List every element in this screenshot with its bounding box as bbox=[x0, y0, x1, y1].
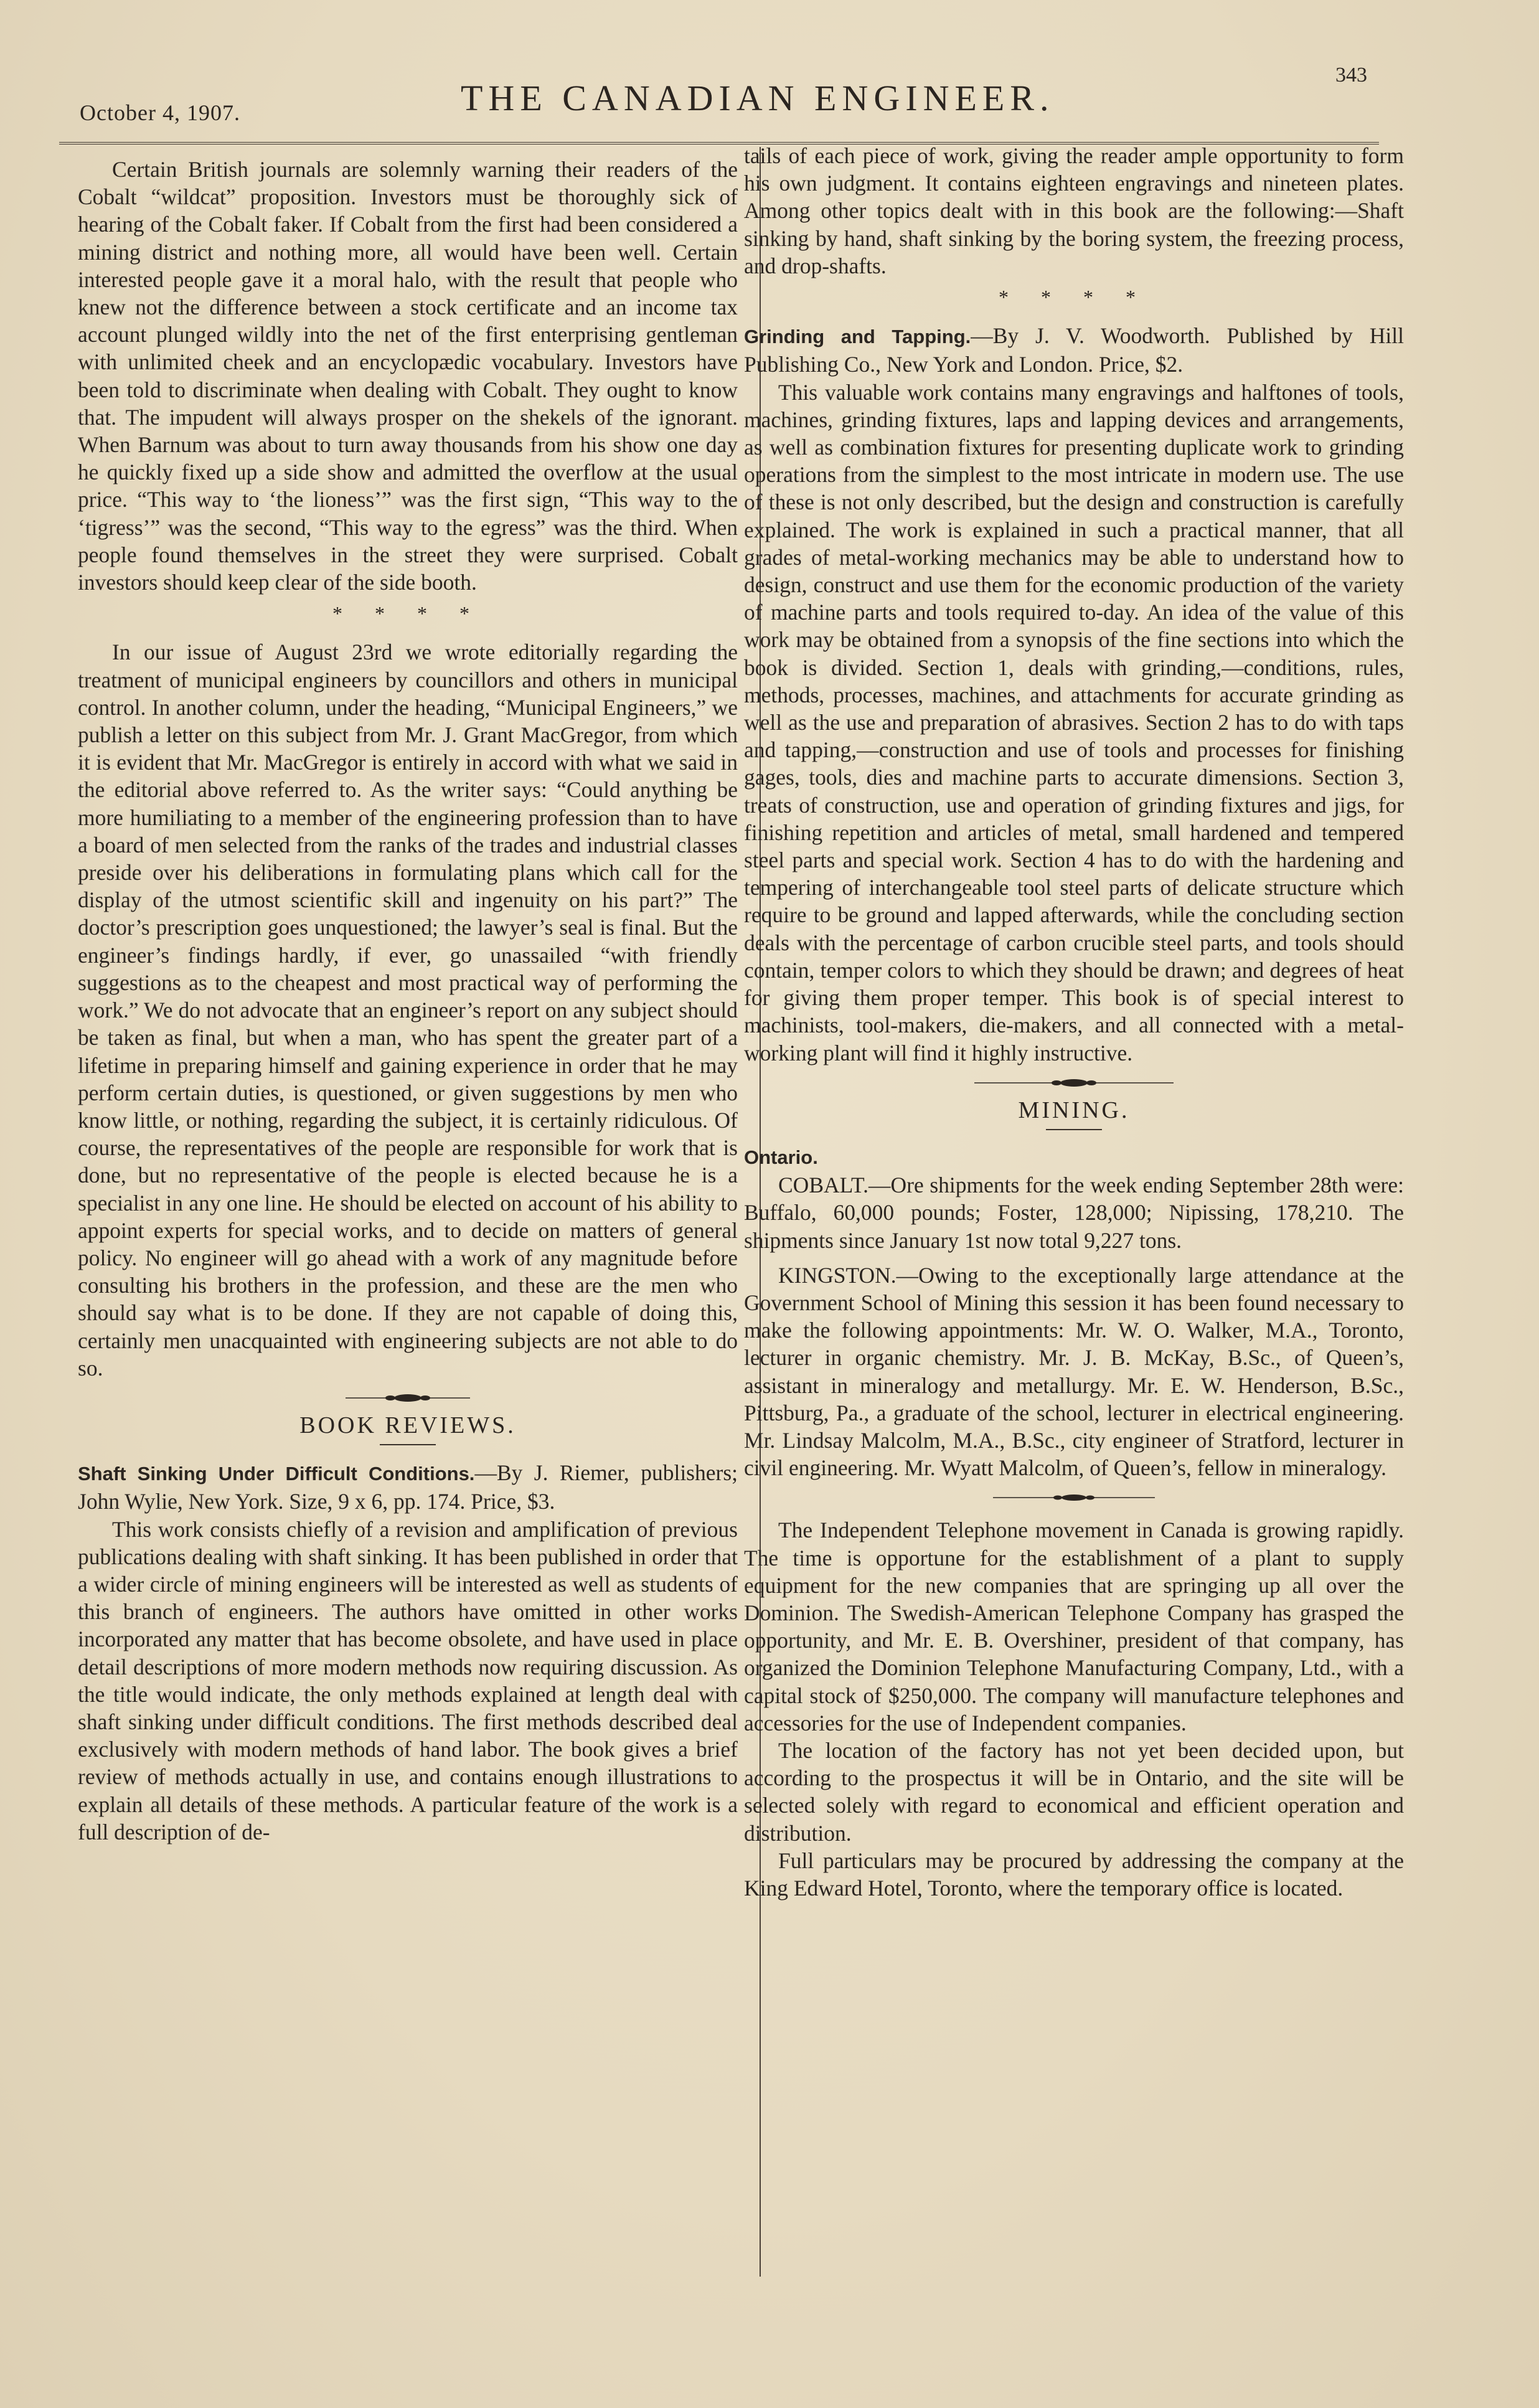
review-grinding-body: This valuable work contains many engravings and halftones of tools, machines, grinding fixtures, laps and lapping devices and arrangements, as well as combination fixtures for presenting duplicate work to grinding operations from the simplest to the most intricate in modern use. The use of these is not only described, but the design and construction is carefully explained. The work is explained in such a practical manner, that all grades of metal-working mechanics may be able to understand how to design, construct and use them for the economic production of the variety of machine parts and tools required to-day. An idea of the value of this work may be obtained from a synopsis of the fine sections into which the book is divided. Section 1, deals with grinding,—conditions, rules, methods, processes, machines, and attachments for accurate grinding as well as the use and preparation of abrasives. Section 2 has to do with taps and tapping,—construction and use of tools and processes for finishing gages, tools, dies and machine parts to accurate dimensions. Section 3, treats of construction, use and operation of grinding fixtures and jigs, for finishing repetition and articles of metal, small hardened and tempered steel parts and special work. Section 4 has to do with the hardening and tempering of interchangeable tool steel parts of delicate structure which require to be ground and lapped afterwards, while the concluding section deals with the percentage of carbon crucible steel parts, and tools should contain, temper colors to which they should be drawn; and degrees of heat for giving them proper temper. This book is of special interest to machinists, tool-makers, die-makers, and all connected with a metal-working plant will find it highly instructive. bbox=[744, 379, 1404, 1065]
ornament-icon bbox=[974, 1078, 1174, 1088]
page-number: 343 bbox=[1335, 64, 1367, 87]
masthead-title: THE CANADIAN ENGINEER. bbox=[461, 78, 1055, 118]
ornament-icon bbox=[346, 1393, 470, 1403]
news-kingston: KINGSTON.—Owing to the exceptionally large attendance at the Government School of Mining this session it has been found necessary to make the following appointments: Mr. W. O. Walker, M.A., Toronto, lecturer in organic chemistry. Mr. J. B. McKay, B.Sc., of Queen’s, assistant in mineralogy and metallurgy. Mr. E. W. Henderson, B.Sc., Pittsburg, Pa., a graduate of the school, lecturer in electrical engineering. Mr. Lindsay Malcolm, M.A., B.Sc., city engineer of Stratford, lecturer in civil engineering. Mr. Wyatt Malcolm, of Queen’s, fellow in mineralogy. bbox=[744, 1262, 1404, 1481]
news-telephone-3: Full particulars may be procured by addressing the company at the King Edward Hotel, Toronto, where the temporary office is located. bbox=[744, 1848, 1404, 1900]
news-cobalt-ore: COBALT.—Ore shipments for the week ending September 28th were: Buffalo, 60,000 pounds; Foster, 128,000; Nipissing, 178,210. The shipments since January 1st now total 9,227 tons. bbox=[744, 1173, 1404, 1253]
heading-rule bbox=[380, 1444, 436, 1445]
book-reviews-heading: BOOK REVIEWS. bbox=[299, 1412, 516, 1438]
editorial-cobalt: Certain British journals are solemnly warning their readers of the Cobalt “wildcat” proposition. Investors must be thoroughly sick of hearing of the Cobalt faker. If Cobalt from the first had been considered a mining district and nothing more, all would have been well. Certain interested people gave it a moral halo, with the result that people who knew not the difference between a stock certificate and an income tax account plunged wildly into the net of the first enterprising gentleman with unlimited cheek and an encyclopædic vocabulary. Investors have been told to discriminate when dealing with Cobalt. They ought to know that. The impudent will always prosper on the shekels of the ignorant. When Barnum was about to turn away thousands from his show one day he quickly fixed up a side show and admitted the overflow at the usual price. “This way to ‘the lioness’” was the first sign, “This way to the ‘tigress’” was the second, “This way to the egress” was the third. When people found themselves in the street they were surprised. Cobalt investors should keep clear of the side booth. bbox=[78, 157, 738, 595]
book-title-grinding: Grinding and Tapping. bbox=[744, 326, 971, 348]
issue-date: October 4, 1907. bbox=[80, 100, 240, 125]
editorial-municipal-engineers: In our issue of August 23rd we wrote editorially regarding the treatment of municipal engineers by councillors and others in municipal control. In another column, under the heading, “Municipal Engineers,” we publish a letter on this subject from Mr. J. Grant MacGregor, from which it is evident that Mr. MacGregor is entirely in accord with what we said in the editorial above referred to. As the writer says: “Could anything be more humiliating to a member of the engineering profession than to have a board of men selected from the ranks of the trades and industrial classes preside over his deliberations in formulating plans which call for the display of the utmost scientific skill and ingenuity on his part?” The doctor’s prescription goes unquestioned; the lawyer’s seal is final. But the engineer’s findings hardly, if ever, go unassailed “with friendly suggestions as to the cheapest and most practical way of performing the work.” We do not advocate that an engineer’s report on any subject should be taken as final, but when a man, who has spent the greater part of a lifetime in preparing himself and gaining experience in order that he may perform certain duties, is questioned, or given suggestions by men who know little, or nothing, regarding the subject, it is certainly ridiculous. Of course, the representatives of the people are responsible for work that is done, but no representative of the people is elected because he is a specialist in any one line. He should be elected on account of his ability to appoint experts for special works, and to decide on matters of general policy. No engineer will go ahead with a work of any magnitude before consulting his brothers in the profession, and these are the men who should say what is to be done. If they are not capable of doing this, certainly men unacquainted with engineering subjects are not able to do so. bbox=[78, 640, 738, 1381]
ornament-divider bbox=[744, 1078, 1404, 1088]
review-shaft-sinking-header bbox=[78, 1459, 738, 1515]
right-column bbox=[744, 142, 1404, 1902]
book-publication-info: —By J. V. Woodworth. Published by Hill Publishing Co., New York and London. Price, $2. bbox=[744, 323, 1404, 377]
ornament-icon bbox=[993, 1493, 1155, 1503]
ornament-divider bbox=[744, 1493, 1404, 1503]
section-stars: * * * * bbox=[999, 286, 1149, 309]
news-telephone-1: The Independent Telephone movement in Canada is growing rapidly. The time is opportune for the establishment of a plant to supply equipment for the new companies that are springing up all over the Dominion. The Swedish-American Telephone Company has grasped the opportunity, and Mr. E. B. Overshiner, president of that company, has organized the Dominion Telephone Manufacturing Company, Ltd., with a capital stock of $250,000. The company will manufacture telephones and accessories for the use of Independent companies. bbox=[744, 1518, 1404, 1735]
ornament-divider bbox=[78, 1393, 738, 1403]
left-column bbox=[78, 156, 738, 1846]
review-shaft-sinking-body: This work consists chiefly of a revision and amplification of previous publications dealing with shaft sinking. It has been published in order that a wider circle of mining engineers will be interested as well as students of this branch of engineers. The authors have omitted in other works incorporated any matter that has become obsolete, and have used in place detail descriptions of more modern methods now requiring discussion. As the title would indicate, the only methods explained at length deal with shaft sinking under difficult conditions. The first methods described deal exclusively with modern methods of hand labor. The book gives a brief review of methods actually in use, and contains enough illustrations to explain all details of these methods. A particular feature of the work is a full description of de- bbox=[78, 1516, 738, 1844]
book-title-shaft-sinking: Shaft Sinking Under Difficult Conditions. bbox=[78, 1463, 475, 1485]
mining-heading: MINING. bbox=[1018, 1097, 1130, 1123]
section-stars: * * * * bbox=[332, 602, 483, 625]
heading-rule bbox=[1046, 1129, 1102, 1130]
review-grinding-header bbox=[744, 322, 1404, 378]
ontario-subhead: Ontario. bbox=[744, 1146, 818, 1168]
book-publication-info: —By J. Riemer, publishers; John Wylie, New York. Size, 9 x 6, pp. 174. Price, $3. bbox=[78, 1460, 738, 1514]
news-telephone-2: The location of the factory has not yet been decided upon, but according to the prospectus it will be in Ontario, and the site will be selected solely with regard to economical and efficient operation and distribution. bbox=[744, 1737, 1404, 1846]
page-header bbox=[0, 56, 1539, 149]
review-shaft-sinking-continued: tails of each piece of work, giving the reader ample opportunity to form his own judgment. It contains eighteen engravings and nineteen plates. Among other topics dealt with in this book are the following:—Shaft sinking by hand, shaft sinking by the boring system, the freezing process, and drop-shafts. bbox=[744, 143, 1404, 278]
